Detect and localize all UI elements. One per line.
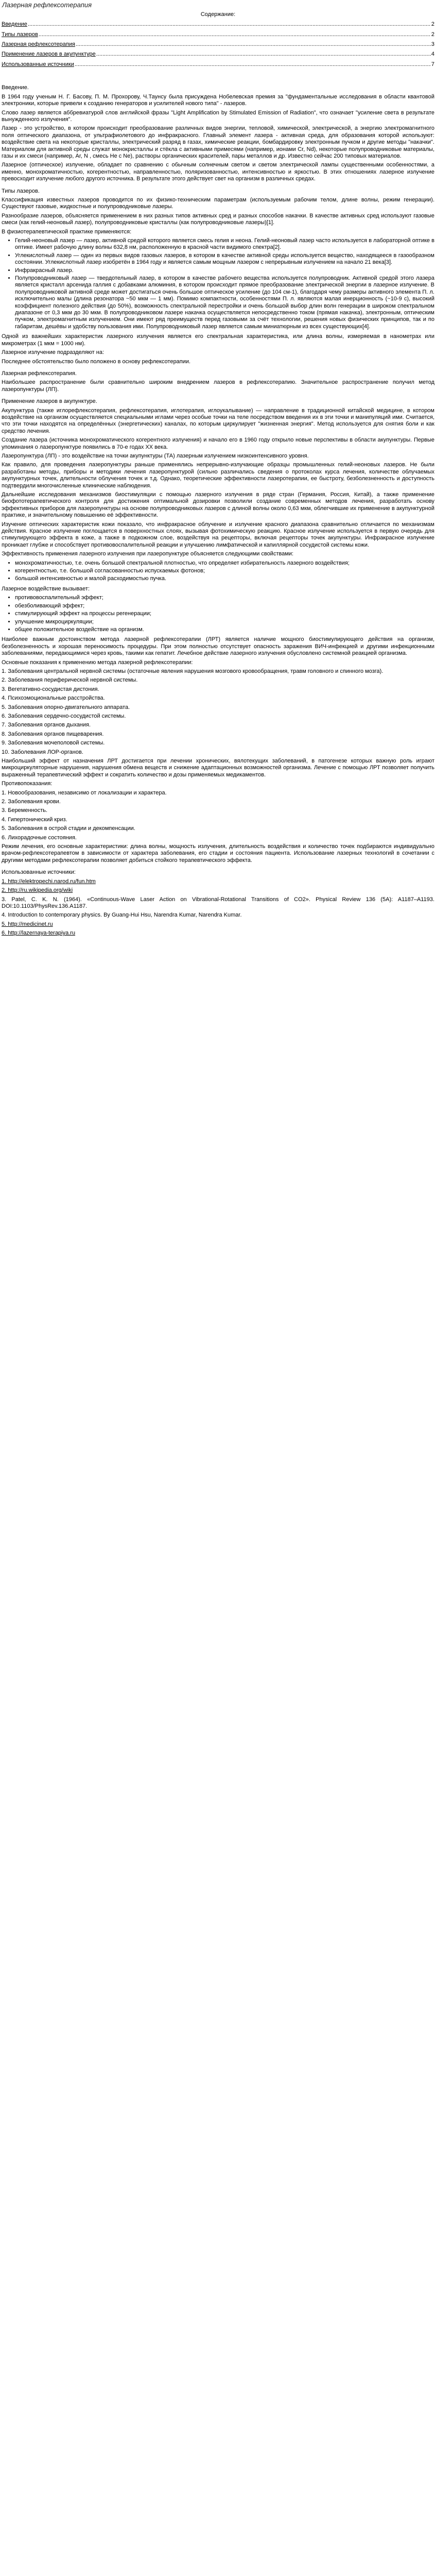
document-page (0, 0, 436, 960)
list-item: • Гелий-неоновый лазер — лазер, активной средой которого является смесь гелия и неона. Гелий-неоновый лазер часто используется в лабораторной оптике в оптике. Имеет рабочую длину волны 632,8 нм, расположенную в красной части видимого спектра[2]. (15, 238, 434, 251)
paragraph: Лазерное воздействие вызывает: (2, 585, 90, 592)
list-item: 5. Заболевания опорно-двигательного аппарата. (2, 704, 130, 710)
paragraph: Как правило, для проведения лазеропунктуры раньше применялись непрерывно-излучающие образцы промышленных гелий-неоновых лазеров. Не были разработаны методы, приборы и методики лечения лазеропунктурой (сильно различались сведения о протоколах курса лечения, количестве облучаемых акупунктурных точек, длительности облучения точек и т.д. Однако, теоретические эффективности лазеротерапии, ее быстроту, безболезненность и доступность подтвердили многочисленные клинические наблюдения. (2, 462, 434, 489)
toc-item-label[interactable]: Использованные источники (2, 61, 74, 67)
toc-item-reflex[interactable] (2, 41, 434, 48)
toc-item-page: 7 (431, 61, 434, 67)
list-item: 1. Новообразования, независимо от локализации и характера. (2, 789, 167, 796)
toc-item-page: 3 (431, 41, 434, 48)
toc-item-sources[interactable] (2, 61, 434, 68)
source-link[interactable]: 1. http://elektropechi.narod.ru/fun.htm (2, 878, 96, 885)
list-item: 4. Психоэмоциональные расстройства. (2, 695, 105, 702)
sources-list (2, 878, 434, 937)
toc-item-page: 2 (431, 21, 434, 28)
paragraph: Лазеропунктура (ЛП) - это воздействие на точки акупунктуры (ТА) лазерным излучением низкоинтенсивного уровня. (2, 452, 309, 459)
list-item: • стимулирующий эффект на процессы регенерации; (15, 611, 434, 617)
list-item: 3. Вегетативно-сосудистая дистония. (2, 686, 99, 692)
reflex-section (2, 370, 434, 864)
paragraph: Последнее обстоятельство было положено в основу рефлексотерапии. (2, 358, 191, 365)
effects-list (2, 595, 434, 633)
properties-list (2, 560, 434, 583)
toc-item-label[interactable]: Лазерная рефлексотерапия (2, 41, 75, 48)
source-link[interactable]: 6. http://lazernaya-terapiya.ru (2, 930, 76, 937)
list-item: 7. Заболевания органов дыхания. (2, 722, 91, 728)
toc-item-label[interactable]: Применение лазеров в акупунктуре (2, 51, 96, 58)
paragraph: Изучение оптических характеристик кожи показало, что инфракрасное облучение и излучение красного диапазона сравнительно отличается по механизмам действия. Красное излучение поглощается в поверхностных слоях, вызывая фотохимическую реакцию. Красное излучение используется в первую очередь для стимулирующего эффекта в коже, а также в подкожном слое, воздействуя на рецепторы, включая рецепторы точек акупунктуры. Инфракрасное излучение проникает глубже и способствует противовоспалительной реакции и улучшению лимфатической и капиллярной сосудистой системы кожи. (2, 521, 434, 548)
list-item: 2. Заболевания периферической нервной системы. (2, 677, 138, 684)
list-item: • когерентностью, т.е. большой согласованностью испускаемых фотонов; (15, 568, 434, 574)
list-item: • Углекислотный лазер — один из первых видов газовых лазеров, в котором в качестве активной среды используется вещество, находящееся в газообразном состоянии. Углекислотный лазер изобретён в 1964 году и является самым мощным лазером с непрерывным излучением на начало 21 века[3]. (15, 252, 434, 266)
list-item: • обезболивающий эффект; (15, 603, 434, 609)
section-heading: Типы лазеров. (2, 188, 40, 194)
paragraph: Эффективность применения лазерного излучения при лазеропунктуре объясняется следующими свойствами: (2, 551, 294, 557)
list-item: 2. Заболевания крови. (2, 799, 61, 805)
source-link[interactable]: 2. http://ru.wikipedia.org/wiki (2, 887, 73, 894)
list-item: • противовоспалительный эффект; (15, 595, 434, 601)
paragraph: Создание лазера (источника монохроматического когерентного излучения) и начало его в 1960 году открыло новые перспективы в области акупунктуры. Первые упоминания о лазеропунктуре появились в 70-е годах XX века. (2, 437, 434, 450)
paragraph: Лазер - это устройство, в котором происходит преобразование различных видов энергии, тепловой, химической, электрической, а энергию электромагнитного поля оптического диапазона, от ультрафиолетового до инфракрасного. Главный элемент лазера - активная среда, для образования которой используют: воздействие света на некоторые кристаллы, электрический разряд в газах, химические реакции, бомбардировку электронным пучком и другие методы "накачки". Материалом для активной среды служат монокристаллы и стёкла с активными примесями (например, ионами Cr, Nd), некоторые полупроводниковые материалы, газы и их смеси (например, Ar, N , смесь He с Ne), растворы органических красителей, пары металлов и др. Известно сейчас 200 типовых материалов. (2, 125, 434, 159)
source-item: 3. Patel, C. K. N. (1964). «Continuous-Wave Laser Action on Vibrational-Rotational Transitions of CO2». Physical Review 136 (5A): A1187–A1193. DOI:10.1103/PhysRev.136.A1187. (2, 896, 434, 909)
paragraph: Наибольшее распространение были сравнительно широким внедрением лазеров в рефлексотерапию. Значительное распространение получил метод лазеропунктуры (ЛП). (2, 379, 434, 393)
list-item: • монохроматичностью, т.е. очень большой спектральной плотностью, что определяет избирательность лазерного воздействия; (15, 560, 434, 567)
list-item: • улучшение микроциркуляции; (15, 619, 434, 625)
list-item: 10. Заболевания ЛОР-органов. (2, 749, 83, 755)
section-heading: Использованные источники: (2, 869, 76, 876)
paragraph: Наибольший эффект от назначения ЛРТ достигается при лечении хронических, вялотекущих заболеваний, в патогенезе которых важную роль играют микроциркуляторные нарушения, нарушения обмена веществ и снижение адаптационных возможностей организма. Лечение с помощью ЛРТ позволяет получить выраженный терапевтический эффект и сократить количество и дозы применяемых медикаментов. (2, 758, 434, 778)
paragraph: Наиболее важным достоинством метода лазерной рефлексотерапии (ЛРТ) является наличие мощного биостимулирующего действия на организм, безболезненность и хорошая переносимость процедуры. При этом полностью отсутствует опасность заражения ВИЧ-инфекцией и другими инфекционными заболеваниями, передающимися через кровь, такими как гепатит. Лечебное действие лазерного излучения обусловлено системной реакцией организма. (2, 636, 434, 657)
document-title: Лазерная рефлексотерапия (2, 1, 92, 9)
toc-item-label[interactable]: Типы лазеров (2, 31, 38, 38)
paragraph: В 1964 году ученым Н. Г. Басову, П. М. Прохорову, Ч.Таунсу была присуждена Нобелевская премия за "фундаментальные исследования в области квантовой электроники, которые привели к созданию генераторов и усилителей нового типа" - лазеров. (2, 93, 434, 107)
laser-types-list (2, 238, 434, 330)
table-of-contents (2, 11, 434, 68)
source-link[interactable]: 5. http://medicinet.ru (2, 921, 53, 927)
list-item: 3. Беременность. (2, 807, 48, 814)
list-item: 9. Заболевания мочеполовой системы. (2, 740, 105, 747)
toc-item-page: 4 (431, 51, 434, 58)
toc-item-intro[interactable] (2, 21, 434, 28)
section-heading: Введение. (2, 84, 29, 91)
contraindications-list (2, 790, 434, 841)
paragraph: Разнообразие лазеров, объясняется применением в них разных типов активных сред и разных способов накачки. В качестве активных сред используют газовые смеси (как гелий-неоновый лазер), полупроводниковые кристаллы (как полупроводниковые лазеры)[1]. (2, 212, 434, 226)
source-item: 4. Introduction to contemporary physics. By Guang-Hui Hsu, Narendra Kumar, Narendra Kumar. (2, 912, 242, 919)
paragraph: В физиотерапевтической практике применяются: (2, 228, 132, 235)
paragraph: Слово лазер является аббревиатурой слов английской фразы "Light Amplification by Stimulated Emission of Radiation", что означает "усиление света в результате вынужденного излучения". (2, 109, 434, 123)
list-item: 8. Заболевания органов пищеварения. (2, 731, 104, 737)
paragraph: Лазерное излучение подразделяют на: (2, 349, 104, 356)
toc-item-page: 2 (431, 31, 434, 38)
paragraph: Дальнейшие исследования механизмов биостимуляции с помощью лазерного излучения в ряде стран (Германия, Россия, Китай), а также применение биофототерапевтического контроля для достижения оптимальной дозировки позволили создание современных методов лечения, разработать основу эффективных приборов для лазеропунктуры на основе полупроводниковых лазеров с длиной волны около 0,63 мкм, облегчившие их применение в акупунктурной практике, и значительному повышению её эффективности. (2, 492, 434, 519)
indications-list (2, 668, 434, 756)
list-item: 6. Заболевания сердечно-сосудистой системы. (2, 713, 126, 719)
list-item: • Полупроводниковый лазер — твердотельный лазер, в котором в качестве рабочего вещества используется полупроводник. Активной средой этого лазера является кристалл арсенида галлия с добавками алюминия, в котором происходит прямое преобразование электрической энергии в лазерное излучение. В полупроводниковой активной среде может достигаться очень большое оптическое усиление (до 104 см-1), благодаря чему размеры активного элемента П. л. исключительно малы (длина резонатора ~50 мкм — 1 мм). Помимо компактности, особенностями П. л. являются малая инерционность (~10-9 с), высокий коэффициент полезного действия (до 50%), возможность спектральной перестройки и очень большой выбор длин волн генерации в широком спектральном диапазоне от 0,3 мкм до 30 мкм. В полупроводниковом лазере накачка осуществляется непосредственно током (прямая накачка), электронным, оптическим пучком, электромагнитным излучением. Они имеют ряд преимуществ перед газовыми за счёт технологии, решения новых физических принципов, так и по габаритам, дешёвы и удобству пользования ими. Полупроводниковый лазер является самым миниатюрным из всех существующих[4]. (15, 275, 434, 330)
paragraph: Лазерное (оптическое) излучение, обладает по сравнению с обычным солнечным светом и светом электрической лампы существенными особенностями, а именно, монохроматичностью, когерентностью, направленностью, поляризованностью, интенсивностью и яркостью. В этих отношениях лазерное излучение превосходит излучение любого другого источника. В результате этого действует свет на организм в различных средах. (2, 162, 434, 182)
section-heading: Применение лазеров в акупунктуре. (2, 398, 97, 405)
toc-item-label[interactable]: Введение (2, 21, 27, 28)
list-item: 6. Лихорадочные состояния. (2, 834, 77, 841)
sources-section (2, 869, 434, 937)
list-item: • Инфракрасный лазер. (15, 267, 434, 274)
toc-heading: Содержание: (200, 11, 236, 18)
toc-item-types[interactable] (2, 31, 434, 38)
types-section (2, 188, 434, 365)
toc-item-acupuncture[interactable] (2, 51, 434, 58)
paragraph: Классификация известных лазеров проводится по их физико-техническим параметрам (используемым рабочим телом, длине волны, режим генерации). Существуют газовые, жидкостные и полупроводниковые лазеры. (2, 196, 434, 210)
list-item: 4. Гипертонический криз. (2, 816, 67, 823)
list-item: • большой интенсивностью и малой расходимостью пучка. (15, 575, 434, 582)
list-item: 1. Заболевания центральной нервной системы (остаточные явления нарушения мозгового кровообращения, травм головного и спинного мозга). (2, 668, 383, 674)
paragraph: Акупунктура (также иглорефлексотерапия, рефлексотерапия, иглотерапия, иглоукалывание) — направление в традиционной китайской медицине, в котором воздействие на организм осуществляется специальными иглами через особые точки на теле посредством введения их в эти точки и манипуляций ими. Считается, что эти точки находятся на определённых (энергетических) каналах, по которым циркулирует "жизненная энергия". Метод используется для снятия боли и как средство лечения. (2, 407, 434, 434)
paragraph: Одной из важнейших характеристик лазерного излучения является его спектральная характеристика, или длина волны, измеряемая в нанометрах или микрометрах (1 мкм = 1000 нм). (2, 333, 434, 347)
list-item: • общее положительное воздействие на организм. (15, 626, 434, 633)
paragraph: Режим лечения, его основные характеристики: длина волны, мощность излучения, длительность воздействия и количество точек подбираются индивидуально врачом-рефлексотерапевтом в зависимости от характера заболевания, его стадии и состояния пациента. Использование лазерных технологий в сочетании с другими методами рефлексотерапии позволяет добиться стойкого терапевтического эффекта. (2, 843, 434, 863)
paragraph: Противопоказания: (2, 781, 53, 787)
list-item: 5. Заболевания в острой стадии и декомпенсации. (2, 825, 135, 832)
section-heading: Лазерная рефлексотерапия. (2, 370, 77, 377)
paragraph: Основные показания к применению метода лазерной рефлексотерапии: (2, 659, 193, 666)
intro-section (2, 84, 434, 182)
